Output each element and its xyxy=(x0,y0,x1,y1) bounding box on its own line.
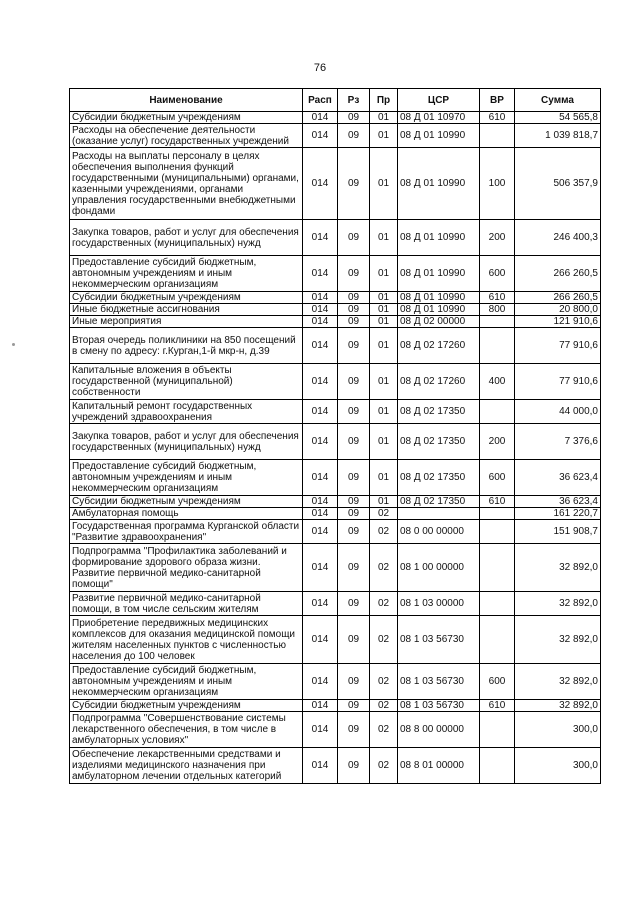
cell-rz: 09 xyxy=(338,124,370,148)
cell-pr: 01 xyxy=(370,328,398,364)
cell-csr: 08 1 03 56730 xyxy=(398,700,480,712)
table-row xyxy=(70,520,601,544)
cell-sum: 32 892,0 xyxy=(515,592,601,616)
cell-name: Подпрограмма "Совершенствование системы лекарственного обеспечения, в том числе в амбулаторных условиях" xyxy=(70,712,303,748)
cell-vr xyxy=(480,328,515,364)
cell-rz: 09 xyxy=(338,544,370,592)
cell-rz: 09 xyxy=(338,460,370,496)
cell-rasp: 014 xyxy=(303,148,338,220)
cell-rz: 09 xyxy=(338,496,370,508)
cell-vr: 610 xyxy=(480,112,515,124)
header-name: Наименование xyxy=(70,89,303,112)
cell-name: Капитальные вложения в объекты государственной (муниципальной) собственности xyxy=(70,364,303,400)
header-pr: Пр xyxy=(370,89,398,112)
cell-csr: 08 Д 01 10990 xyxy=(398,256,480,292)
cell-rasp: 014 xyxy=(303,520,338,544)
cell-vr xyxy=(480,544,515,592)
cell-csr: 08 Д 01 10990 xyxy=(398,220,480,256)
header-csr: ЦСР xyxy=(398,89,480,112)
cell-csr: 08 Д 02 17260 xyxy=(398,328,480,364)
cell-sum: 121 910,6 xyxy=(515,316,601,328)
cell-rz: 09 xyxy=(338,748,370,784)
cell-name: Приобретение передвижных медицинских комплексов для оказания медицинской помощи жителям населенных пунктов с численностью населения до 100 человек xyxy=(70,616,303,664)
table-row xyxy=(70,124,601,148)
cell-rasp: 014 xyxy=(303,112,338,124)
table-row xyxy=(70,508,601,520)
cell-sum: 32 892,0 xyxy=(515,544,601,592)
cell-csr: 08 0 00 00000 xyxy=(398,520,480,544)
cell-csr: 08 Д 01 10990 xyxy=(398,124,480,148)
cell-pr: 01 xyxy=(370,256,398,292)
cell-rasp: 014 xyxy=(303,364,338,400)
cell-pr: 02 xyxy=(370,520,398,544)
cell-csr: 08 Д 02 17260 xyxy=(398,364,480,400)
table-row xyxy=(70,256,601,292)
cell-name: Иные мероприятия xyxy=(70,316,303,328)
header-sum: Сумма xyxy=(515,89,601,112)
cell-vr: 600 xyxy=(480,460,515,496)
cell-name: Амбулаторная помощь xyxy=(70,508,303,520)
table-row xyxy=(70,112,601,124)
cell-vr: 200 xyxy=(480,220,515,256)
table-row xyxy=(70,148,601,220)
cell-rasp: 014 xyxy=(303,496,338,508)
cell-csr: 08 Д 02 00000 xyxy=(398,316,480,328)
cell-vr: 610 xyxy=(480,700,515,712)
cell-sum: 266 260,5 xyxy=(515,256,601,292)
cell-sum: 1 039 818,7 xyxy=(515,124,601,148)
cell-rasp: 014 xyxy=(303,316,338,328)
cell-vr: 800 xyxy=(480,304,515,316)
cell-pr: 01 xyxy=(370,460,398,496)
table-row xyxy=(70,712,601,748)
cell-sum: 246 400,3 xyxy=(515,220,601,256)
cell-sum: 44 000,0 xyxy=(515,400,601,424)
table-row xyxy=(70,220,601,256)
cell-csr: 08 Д 02 17350 xyxy=(398,460,480,496)
cell-vr xyxy=(480,712,515,748)
cell-vr xyxy=(480,508,515,520)
cell-pr: 02 xyxy=(370,664,398,700)
table-row xyxy=(70,592,601,616)
page-number: 76 xyxy=(313,62,327,74)
cell-name: Обеспечение лекарственными средствами и изделиями медицинского назначения при амбулаторном лечении отдельных категорий xyxy=(70,748,303,784)
cell-pr: 01 xyxy=(370,112,398,124)
table-row xyxy=(70,400,601,424)
cell-sum: 161 220,7 xyxy=(515,508,601,520)
cell-csr: 08 1 00 00000 xyxy=(398,544,480,592)
cell-csr: 08 1 03 56730 xyxy=(398,664,480,700)
table-row xyxy=(70,664,601,700)
cell-vr xyxy=(480,748,515,784)
cell-vr: 200 xyxy=(480,424,515,460)
cell-rasp: 014 xyxy=(303,124,338,148)
cell-csr: 08 Д 02 17350 xyxy=(398,496,480,508)
cell-vr: 610 xyxy=(480,292,515,304)
cell-csr: 08 8 01 00000 xyxy=(398,748,480,784)
cell-vr: 610 xyxy=(480,496,515,508)
budget-table xyxy=(69,88,601,784)
cell-sum: 77 910,6 xyxy=(515,328,601,364)
cell-pr: 02 xyxy=(370,748,398,784)
cell-vr: 100 xyxy=(480,148,515,220)
cell-rasp: 014 xyxy=(303,256,338,292)
cell-csr: 08 Д 02 17350 xyxy=(398,424,480,460)
cell-rasp: 014 xyxy=(303,304,338,316)
cell-csr: 08 Д 01 10990 xyxy=(398,304,480,316)
cell-rasp: 014 xyxy=(303,616,338,664)
cell-rasp: 014 xyxy=(303,220,338,256)
table-row xyxy=(70,328,601,364)
table-row xyxy=(70,364,601,400)
cell-name: Иные бюджетные ассигнования xyxy=(70,304,303,316)
cell-name: Расходы на обеспечение деятельности (оказание услуг) государственных учреждений xyxy=(70,124,303,148)
cell-rasp: 014 xyxy=(303,424,338,460)
cell-pr: 02 xyxy=(370,508,398,520)
cell-name: Государственная программа Курганской области "Развитие здравоохранения" xyxy=(70,520,303,544)
cell-name: Предоставление субсидий бюджетным, автономным учреждениям и иным некоммерческим организациям xyxy=(70,664,303,700)
cell-name: Подпрограмма "Профилактика заболеваний и формирование здорового образа жизни. Развитие первичной медико-санитарной помощи" xyxy=(70,544,303,592)
cell-sum: 36 623,4 xyxy=(515,496,601,508)
header-vr: ВР xyxy=(480,89,515,112)
cell-pr: 01 xyxy=(370,400,398,424)
cell-vr xyxy=(480,124,515,148)
cell-rz: 09 xyxy=(338,712,370,748)
cell-name: Субсидии бюджетным учреждениям xyxy=(70,700,303,712)
cell-rz: 09 xyxy=(338,520,370,544)
table-row xyxy=(70,424,601,460)
cell-name: Субсидии бюджетным учреждениям xyxy=(70,496,303,508)
cell-rz: 09 xyxy=(338,148,370,220)
cell-sum: 36 623,4 xyxy=(515,460,601,496)
cell-sum: 32 892,0 xyxy=(515,616,601,664)
cell-vr xyxy=(480,316,515,328)
cell-vr xyxy=(480,520,515,544)
cell-pr: 02 xyxy=(370,616,398,664)
cell-pr: 01 xyxy=(370,424,398,460)
table-row xyxy=(70,304,601,316)
cell-rasp: 014 xyxy=(303,292,338,304)
cell-rz: 09 xyxy=(338,220,370,256)
cell-csr: 08 Д 01 10970 xyxy=(398,112,480,124)
table-row xyxy=(70,544,601,592)
cell-csr: 08 1 03 00000 xyxy=(398,592,480,616)
cell-rasp: 014 xyxy=(303,508,338,520)
cell-rz: 09 xyxy=(338,616,370,664)
cell-vr: 600 xyxy=(480,664,515,700)
cell-rasp: 014 xyxy=(303,700,338,712)
cell-rasp: 014 xyxy=(303,328,338,364)
cell-sum: 7 376,6 xyxy=(515,424,601,460)
cell-rz: 09 xyxy=(338,700,370,712)
cell-name: Капитальный ремонт государственных учреждений здравоохранения xyxy=(70,400,303,424)
cell-pr: 02 xyxy=(370,544,398,592)
cell-csr xyxy=(398,508,480,520)
margin-mark xyxy=(12,343,15,346)
table-body xyxy=(70,112,601,784)
cell-sum: 300,0 xyxy=(515,748,601,784)
cell-name: Закупка товаров, работ и услуг для обеспечения государственных (муниципальных) нужд xyxy=(70,220,303,256)
table-row xyxy=(70,496,601,508)
cell-pr: 02 xyxy=(370,700,398,712)
cell-pr: 01 xyxy=(370,124,398,148)
cell-sum: 266 260,5 xyxy=(515,292,601,304)
cell-sum: 32 892,0 xyxy=(515,664,601,700)
cell-sum: 54 565,8 xyxy=(515,112,601,124)
table-row xyxy=(70,316,601,328)
cell-pr: 01 xyxy=(370,304,398,316)
cell-csr: 08 Д 02 17350 xyxy=(398,400,480,424)
cell-rz: 09 xyxy=(338,424,370,460)
cell-vr: 600 xyxy=(480,256,515,292)
cell-rz: 09 xyxy=(338,256,370,292)
cell-rz: 09 xyxy=(338,592,370,616)
cell-sum: 151 908,7 xyxy=(515,520,601,544)
cell-name: Расходы на выплаты персоналу в целях обеспечения выполнения функций государственными (муниципальными) органами, казенными учреждениями, органами управления государственными внебюджетными фондами xyxy=(70,148,303,220)
cell-rasp: 014 xyxy=(303,544,338,592)
cell-sum: 32 892,0 xyxy=(515,700,601,712)
header-rz: Рз xyxy=(338,89,370,112)
cell-sum: 77 910,6 xyxy=(515,364,601,400)
cell-name: Субсидии бюджетным учреждениям xyxy=(70,112,303,124)
cell-csr: 08 Д 01 10990 xyxy=(398,148,480,220)
cell-vr xyxy=(480,616,515,664)
cell-rasp: 014 xyxy=(303,712,338,748)
table-row xyxy=(70,748,601,784)
cell-sum: 506 357,9 xyxy=(515,148,601,220)
cell-pr: 01 xyxy=(370,496,398,508)
table-row xyxy=(70,460,601,496)
cell-pr: 01 xyxy=(370,292,398,304)
cell-rasp: 014 xyxy=(303,664,338,700)
cell-vr xyxy=(480,400,515,424)
cell-rasp: 014 xyxy=(303,400,338,424)
cell-vr: 400 xyxy=(480,364,515,400)
cell-name: Предоставление субсидий бюджетным, автономным учреждениям и иным некоммерческим организациям xyxy=(70,460,303,496)
cell-name: Вторая очередь поликлиники на 850 посещений в смену по адресу: г.Курган,1-й мкр-н, д.39 xyxy=(70,328,303,364)
cell-csr: 08 Д 01 10990 xyxy=(398,292,480,304)
cell-name: Субсидии бюджетным учреждениям xyxy=(70,292,303,304)
cell-pr: 02 xyxy=(370,712,398,748)
cell-rz: 09 xyxy=(338,304,370,316)
cell-pr: 01 xyxy=(370,316,398,328)
cell-sum: 20 800,0 xyxy=(515,304,601,316)
cell-rz: 09 xyxy=(338,316,370,328)
cell-rz: 09 xyxy=(338,364,370,400)
cell-pr: 01 xyxy=(370,148,398,220)
cell-csr: 08 1 03 56730 xyxy=(398,616,480,664)
cell-pr: 02 xyxy=(370,592,398,616)
table-row xyxy=(70,292,601,304)
cell-name: Предоставление субсидий бюджетным, автономным учреждениям и иным некоммерческим организациям xyxy=(70,256,303,292)
table-header xyxy=(70,89,601,112)
header-row xyxy=(70,89,601,112)
cell-rz: 09 xyxy=(338,292,370,304)
cell-rz: 09 xyxy=(338,508,370,520)
cell-rz: 09 xyxy=(338,328,370,364)
cell-rz: 09 xyxy=(338,400,370,424)
cell-pr: 01 xyxy=(370,364,398,400)
cell-csr: 08 8 00 00000 xyxy=(398,712,480,748)
cell-rasp: 014 xyxy=(303,748,338,784)
table-row xyxy=(70,616,601,664)
cell-name: Развитие первичной медико-санитарной помощи, в том числе сельским жителям xyxy=(70,592,303,616)
cell-pr: 01 xyxy=(370,220,398,256)
cell-vr xyxy=(480,592,515,616)
header-rasp: Расп xyxy=(303,89,338,112)
cell-name: Закупка товаров, работ и услуг для обеспечения государственных (муниципальных) нужд xyxy=(70,424,303,460)
cell-sum: 300,0 xyxy=(515,712,601,748)
cell-rasp: 014 xyxy=(303,592,338,616)
table-row xyxy=(70,700,601,712)
cell-rz: 09 xyxy=(338,664,370,700)
cell-rasp: 014 xyxy=(303,460,338,496)
cell-rz: 09 xyxy=(338,112,370,124)
